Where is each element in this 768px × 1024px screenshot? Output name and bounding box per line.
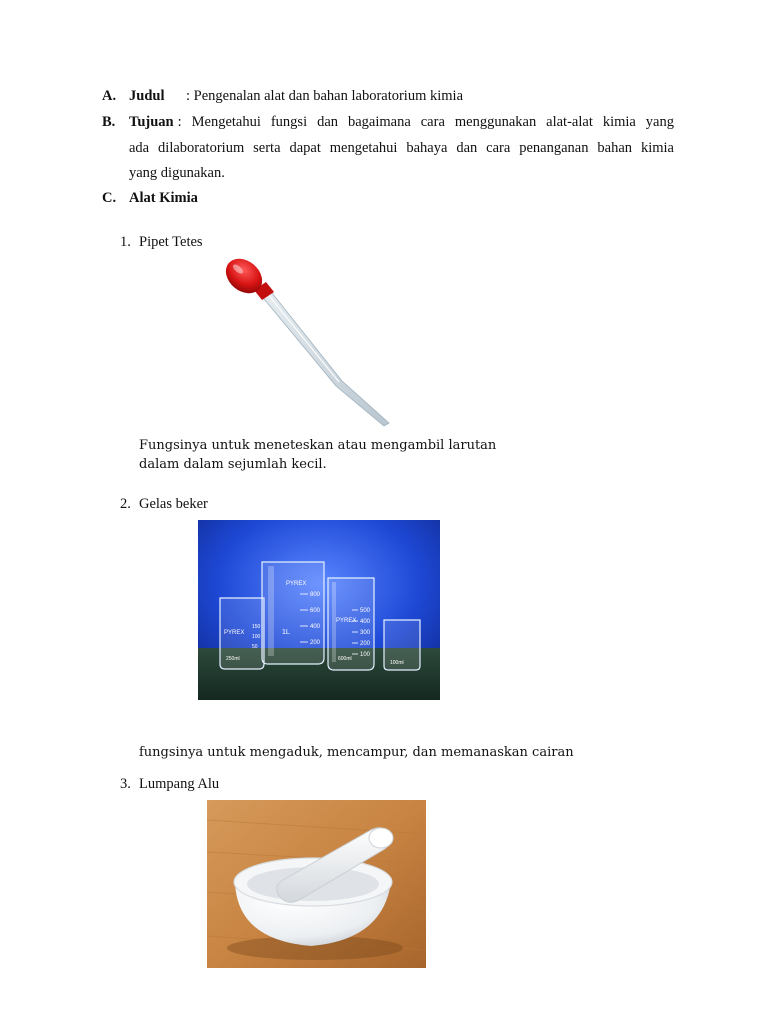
section-b-line1: : Mengetahui fungsi dan bagaimana cara menggunakan alat-alat kimia yang bbox=[177, 114, 674, 130]
section-c-title: Alat Kimia bbox=[129, 190, 198, 206]
item-1-name: Pipet Tetes bbox=[139, 234, 203, 250]
beaker-medium-mark-100: 100 bbox=[360, 652, 371, 658]
beaker-large-mark-800: 800 bbox=[310, 592, 321, 598]
section-b-line3: yang digunakan. bbox=[129, 165, 225, 181]
item-2-name: Gelas beker bbox=[139, 496, 208, 512]
beaker-small-volume: 250ml bbox=[226, 656, 240, 662]
beaker-medium-mark-500: 500 bbox=[360, 608, 371, 614]
item-3-name: Lumpang Alu bbox=[139, 776, 220, 792]
item-1-number: 1. bbox=[120, 234, 131, 250]
item-2-number: 2. bbox=[120, 496, 131, 512]
beaker-large-mark-400: 400 bbox=[310, 624, 321, 630]
beaker-small-mark-100: 100 bbox=[252, 634, 261, 640]
beaker-large-mark-200: 200 bbox=[310, 640, 321, 646]
dropper-pipette-image bbox=[208, 248, 410, 428]
beaker-medium-mark-300: 300 bbox=[360, 630, 371, 636]
beaker-medium-mark-400: 400 bbox=[360, 619, 371, 625]
beaker-brand-large: PYREX bbox=[286, 581, 307, 587]
item-1-desc-line2: dalam dalam sejumlah kecil. bbox=[139, 457, 327, 472]
section-b-letter: B. bbox=[102, 114, 116, 130]
section-c-letter: C. bbox=[102, 190, 117, 206]
beaker-medium-volume: 600ml bbox=[338, 656, 352, 662]
item-2-desc-line1: fungsinya untuk mengaduk, mencampur, dan memanaskan cairan bbox=[139, 745, 574, 760]
item-1-desc-line1: Fungsinya untuk meneteskan atau mengambil larutan bbox=[139, 438, 497, 453]
beaker-large-mark-600: 600 bbox=[310, 608, 321, 614]
beaker-large-volume: 1L bbox=[282, 629, 290, 636]
beaker-medium-mark-200: 200 bbox=[360, 641, 371, 647]
section-a-label: Judul bbox=[129, 88, 165, 104]
beaker-small-mark-150: 150 bbox=[252, 624, 261, 630]
section-b-line1-row bbox=[129, 113, 674, 131]
section-b-line2: ada dilaboratorium serta dapat mengetahui bahaya dan cara penanganan bahan kimia bbox=[129, 140, 674, 156]
beaker-brand-medium: PYREX bbox=[336, 618, 357, 624]
section-a-letter: A. bbox=[102, 88, 117, 104]
mortar-pestle-image bbox=[207, 800, 426, 968]
beaker-xsmall-volume: 100ml bbox=[390, 660, 404, 666]
section-b-label: Tujuan bbox=[129, 114, 174, 130]
section-a-title: : Pengenalan alat dan bahan laboratorium kimia bbox=[186, 88, 464, 104]
beaker-brand-small: PYREX bbox=[224, 630, 245, 636]
beakers-image bbox=[198, 520, 440, 700]
beaker-small-mark-50: 50 bbox=[252, 644, 258, 650]
item-3-number: 3. bbox=[120, 776, 131, 792]
